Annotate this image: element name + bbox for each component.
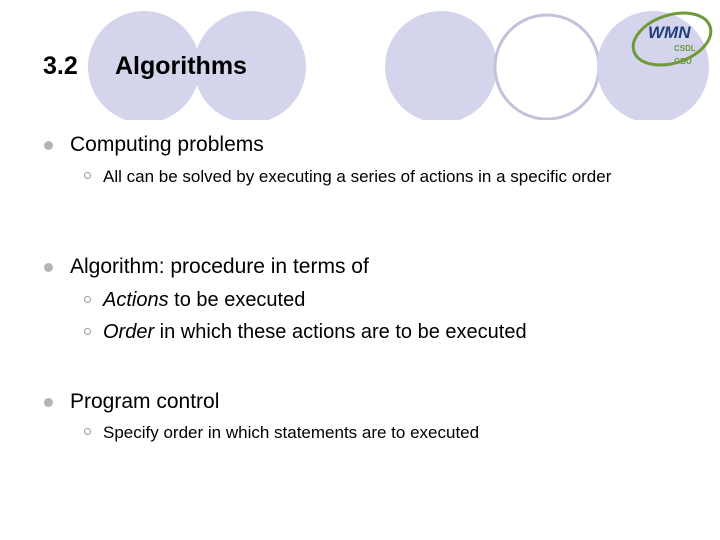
logo-sub-text-2: GBU	[674, 57, 692, 66]
slide-title	[43, 52, 247, 81]
logo-sub-text-1: CSDL	[674, 44, 696, 53]
bullet-text: Algorithm: procedure in terms of	[70, 255, 369, 278]
sub-bullet-text	[103, 288, 673, 312]
sub-bullet-text	[103, 320, 673, 344]
sub-bullet-rest: to be executed	[168, 289, 306, 311]
sub-bullet-ring	[84, 328, 91, 335]
sub-bullet-rest: in which these actions are to be executed	[154, 321, 527, 343]
sub-bullet-emphasis: Order	[103, 321, 155, 343]
section-number: 3.2	[43, 52, 78, 80]
sub-bullet-ring	[84, 172, 91, 179]
bullet-text: Program control	[70, 390, 220, 413]
sub-bullet-text: All can be solved by executing a series of actions in a specific order	[103, 167, 612, 186]
sub-bullet-ring	[84, 296, 91, 303]
sub-bullet-emphasis: Actions	[103, 289, 169, 311]
bullet-text: Computing problems	[70, 133, 264, 156]
sub-bullet-ring	[84, 428, 91, 435]
title-text: Algorithms	[115, 52, 247, 80]
bullet-dot	[44, 263, 53, 272]
header-circle-3	[385, 11, 497, 120]
bullet-dot	[44, 141, 53, 150]
sub-bullet-text: Specify order in which statements are to executed	[103, 423, 480, 442]
bullet-dot	[44, 398, 53, 407]
wmn-logo	[628, 6, 716, 70]
logo-main-text: WMN	[648, 23, 691, 42]
header-circle-4	[495, 15, 599, 119]
